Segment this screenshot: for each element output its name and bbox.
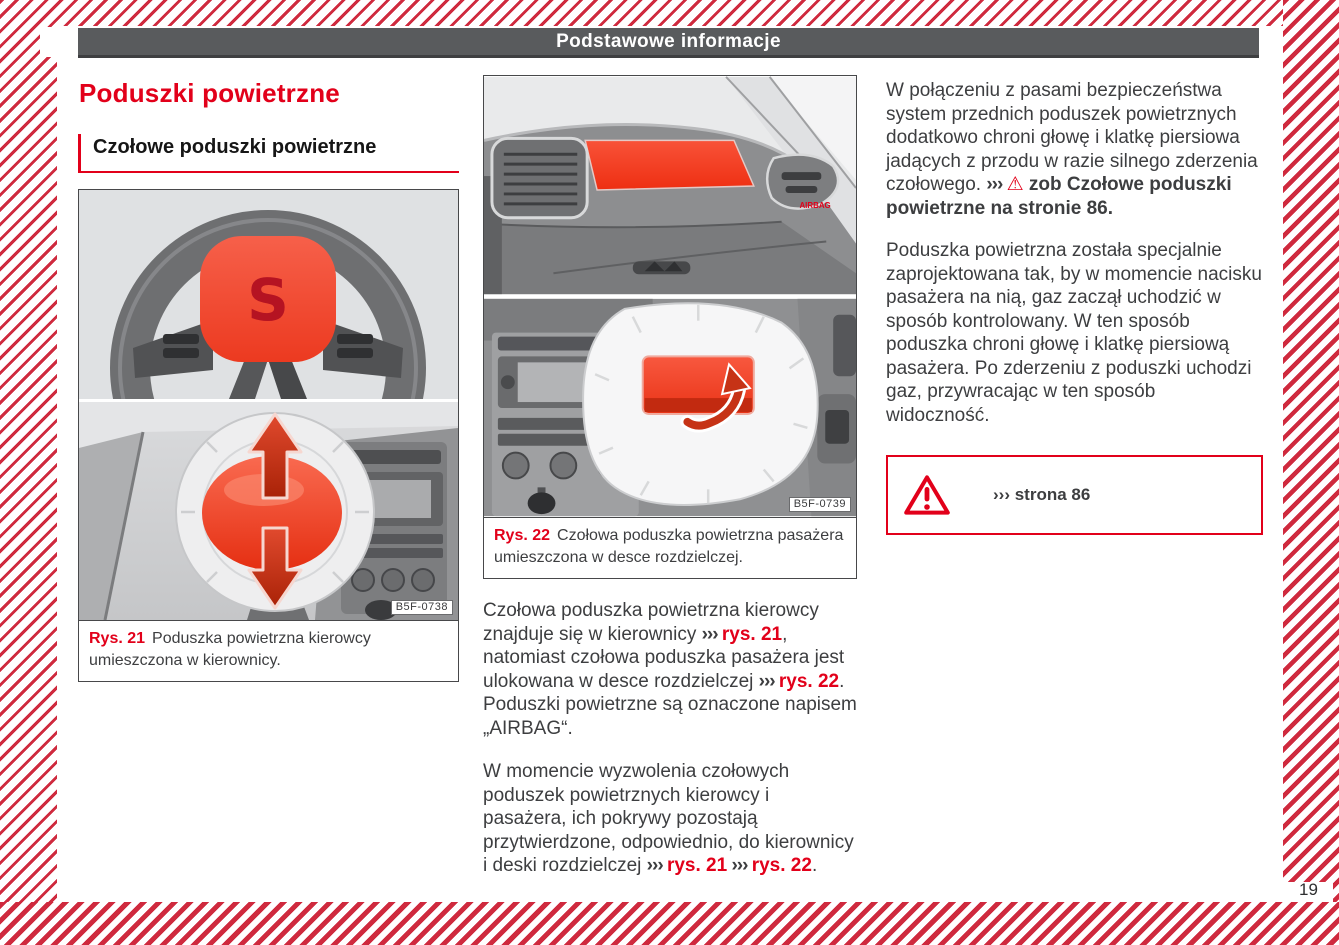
text-segment: Czołowa poduszka powietrzna kierowcy znajduje się w kierownicy	[483, 600, 819, 645]
left-column	[78, 75, 459, 682]
middle-paragraph-1	[483, 599, 857, 740]
seat-logo-icon: S	[247, 266, 289, 334]
figure-21-top-image	[79, 190, 458, 399]
header-title: Podstawowe informacje	[556, 31, 781, 52]
header-bar	[78, 28, 1259, 58]
warning-box	[886, 455, 1263, 535]
right-paragraph-1	[886, 79, 1263, 220]
section-title: Poduszki powietrzne	[79, 78, 340, 108]
airbag-lettering-label: AIRBAG	[799, 200, 831, 210]
figure-22-caption-label: Rys. 22	[494, 527, 551, 544]
text-segment: rys. 21	[721, 623, 783, 645]
right-column	[886, 79, 1263, 535]
text-segment: . Poduszki powietrzne są oznaczone napisem „AIRBAG“.	[483, 670, 857, 739]
figure-21-caption-label: Rys. 21	[89, 630, 146, 647]
striped-border-right	[1283, 0, 1339, 945]
figure-code-label: B5F-0739	[789, 497, 851, 512]
figure-22-bottom-image	[484, 295, 856, 517]
warning-reference: ››› strona 86	[993, 485, 1091, 504]
figure-22	[483, 75, 857, 579]
figure-22-top-image	[484, 76, 856, 295]
figure-21-caption	[79, 620, 458, 681]
figure-22-caption-text: Czołowa poduszka powietrzna pasażera umieszczona w desce rozdzielczej.	[494, 527, 844, 566]
steering-wheel-illustration	[79, 190, 458, 399]
subsection-title: Czołowe poduszki powietrzne	[78, 134, 459, 173]
middle-column	[483, 75, 857, 897]
figure-21-bottom-image	[79, 399, 458, 620]
text-segment: W połączeniu z pasami bezpieczeństwa system przednich poduszek powietrznych dodatkowo chroni głowę i klatkę piersiowa jadących z przodu w razie silnego zderzenia czołowego.	[886, 80, 1258, 195]
passenger-airbag-area-highlight	[585, 140, 754, 190]
text-segment: .	[811, 855, 818, 876]
text-segment: , natomiast czołowa poduszka pasażera jest ulokowana w desce rozdzielczej	[483, 623, 845, 692]
deployed-passenger-airbag-illustration	[484, 298, 856, 517]
text-segment: ›››	[701, 623, 722, 645]
text-segment: W momencie wyzwolenia czołowych poduszek powietrznych kierowcy i pasażera, ich pokrywy pozostają przytwierdzone, odpowiednio, do kierownicy i deski rozdzielczej	[483, 761, 854, 876]
text-segment: rys. 21	[666, 855, 728, 876]
deployed-driver-airbag-illustration	[79, 402, 458, 620]
figure-21	[78, 189, 459, 682]
text-segment: ⚠	[1006, 174, 1024, 195]
striped-border-bottom	[0, 902, 1339, 945]
middle-paragraph-2	[483, 760, 857, 878]
text-segment: ›››	[758, 670, 779, 692]
page-number: 19	[1299, 880, 1318, 899]
figure-code-label: B5F-0738	[391, 600, 453, 615]
text-segment: ›››	[727, 855, 752, 876]
figure-22-caption	[484, 517, 856, 578]
figure-21-caption-text: Poduszka powietrzna kierowcy umieszczona w kierownicy.	[89, 630, 371, 669]
right-paragraph-2: Poduszka powietrzna została specjalnie zaprojektowana tak, by w momencie nacisku pasażera na nią, gaz zaczął uchodzić w sposób kontrolowany. W ten sposób poduszka chroni głowę i klatkę piersiową pasażera. Po zderzeniu z poduszki uchodzi gaz, przywracając w ten sposób widoczność.	[886, 240, 1262, 426]
text-segment: rys. 22	[751, 855, 812, 876]
text-segment: ›››	[986, 174, 1007, 195]
border-notch-header	[40, 27, 78, 57]
text-segment: ›››	[646, 855, 667, 876]
text-segment: rys. 22	[778, 670, 840, 692]
text-segment: zob Czołowe poduszki powietrzne na stronie 86.	[886, 174, 1232, 219]
warning-triangle-icon	[903, 473, 951, 517]
dashboard-airbag-location-illustration	[484, 76, 856, 295]
